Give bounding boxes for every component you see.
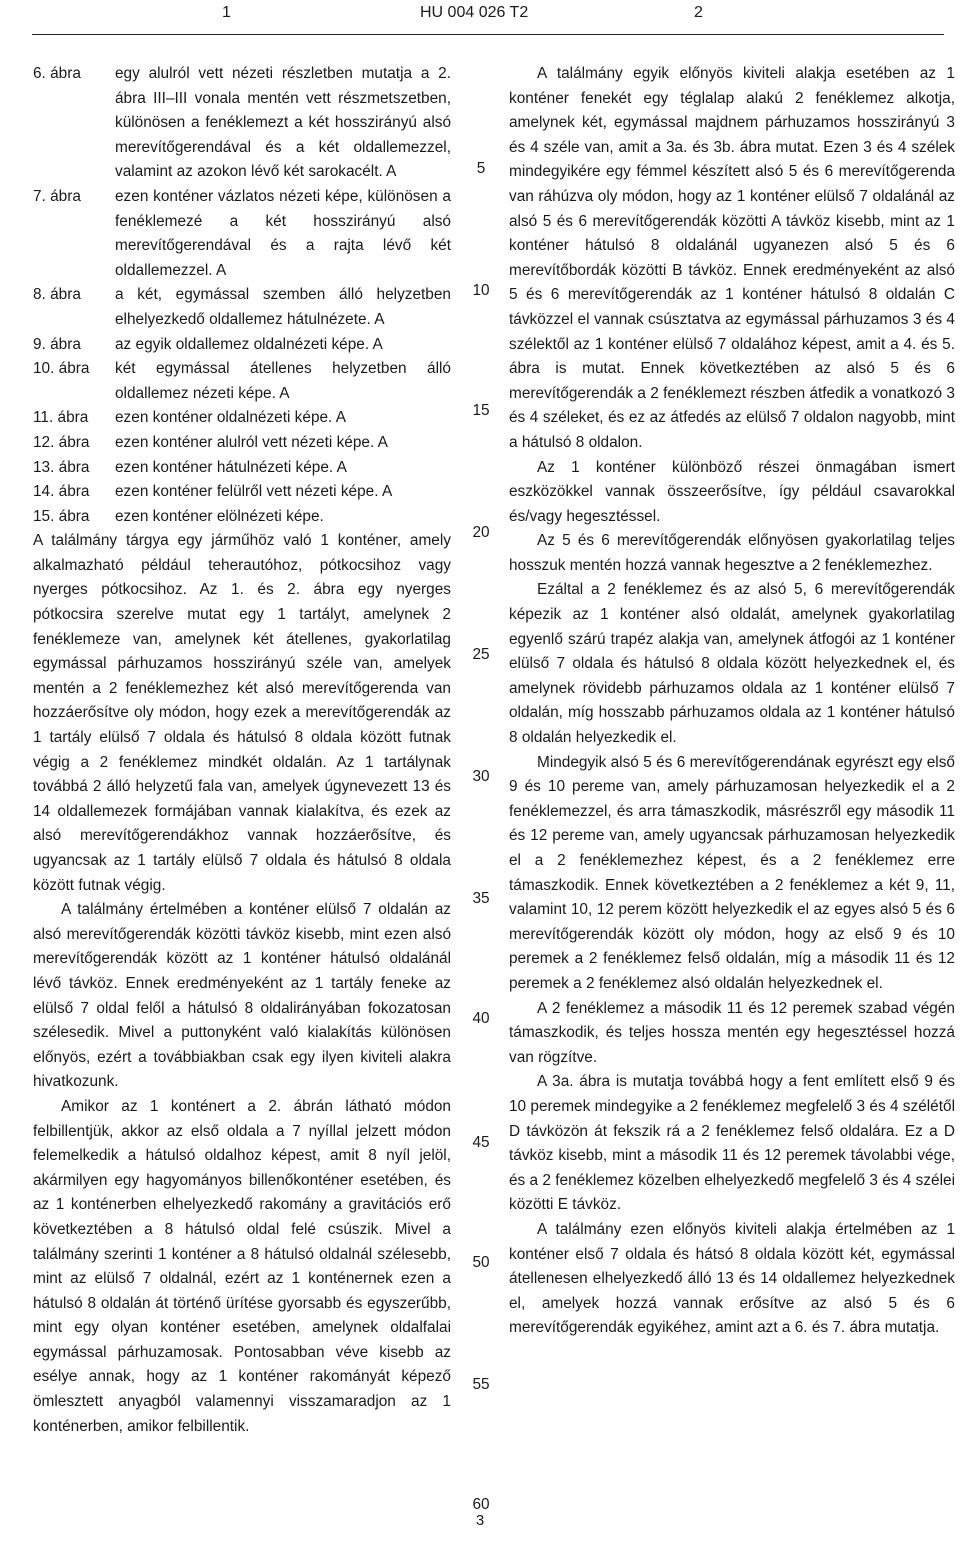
line-number: 15	[472, 402, 490, 419]
line-number: 25	[472, 646, 490, 663]
line-number: 60	[472, 1496, 490, 1513]
figure-item	[33, 406, 451, 431]
body-paragraph: A találmány ezen előnyös kiviteli alakja értelmében az 1 konténer első 7 oldala és hátsó 8 oldala között két, egymással átellenesen elhelyezkedő álló 13 és 14 oldallemez helyezkednek el, amelyek hozzá vannak erősítve az alsó 5 és 6 merevítőgerendák egyikéhez, amint azt a 6. és 7. ábra mutatja.	[509, 1220, 955, 1337]
page-header	[0, 4, 960, 26]
figure-item	[33, 480, 451, 505]
figure-item	[33, 283, 451, 332]
header-rule	[32, 34, 944, 35]
line-number: 45	[472, 1134, 490, 1151]
figure-label: 9. ábra	[33, 335, 81, 353]
figure-label: 11. ábra	[33, 409, 89, 427]
figure-label: 15. ábra	[33, 507, 90, 525]
body-paragraph: A találmány tárgya egy járműhöz való 1 konténer, amely alkalmazható például teherautóhoz, pótkocsihoz vagy nyerges pótkocsihoz. Az 1. és 2. ábra egy nyerges pótkocsira szerelve mutat egy 1 tartályt, amelynek 2 fenéklemeze van, amelynek két átellenes, gyakorlatilag egymással párhuzamos hosszirányú széle van, amelyek mentén a 2 fenéklemezhez két alsó merevítőgerenda van hozzáerősítve oly módon, hogy ezek a merevítőgerendák az 1 tartály elülső 7 oldala és hátulsó 8 oldala között futnak végig a 2 fenéklemez mindkét oldalán. Az 1 tartálynak továbbá 2 álló helyzetű fala van, amelyek úgynevezett 13 és 14 oldallemezek formájában vannak kialakítva, és ezek az alsó merevítőgerendákhoz vannak hozzáerősítve, és ugyancsak az 1 tartály elülső 7 oldala és hátulsó 8 oldala között futnak végig.	[33, 532, 451, 894]
body-paragraph: Amikor az 1 konténert a 2. ábrán látható módon felbillentjük, akkor az első oldala a 7 nyíllal jelzett módon felemelkedik a hátulsó oldalhoz képest, amit 8 nyíl jelöl, akármilyen egy hagyományos billenőkonténer esetében, és az 1 konténerben elhelyezkedő rakomány a gravitációs erő következtében a 8 hátulsó oldal felé csúszik. Mivel a találmány szerinti 1 konténer a 8 hátulsó oldalnál szélesebb, mint az elülső 7 oldalnál, ezért az 1 konténernek ezen a hátulsó 8 oldalán át történő ürítése gyorsabb és egyszerűbb, mint egy olyan konténer esetében, amelynek oldalfalai egymással párhuzamosak. Pontosabban véve kisebb az esélye annak, hogy az 1 konténer rakományát képező ömlesztett anyagból valamennyi visszamaradjon az 1 konténerben, amikor felbillentik.	[33, 1097, 451, 1435]
left-column	[33, 62, 451, 1439]
figure-description: ezen konténer alulról vett nézeti képe. A	[115, 433, 388, 451]
body-paragraph: A találmány értelmében a konténer elülső 7 oldalán az alsó merevítőgerendák közötti távköz kisebb, mint ezen alsó merevítőgerendák között az 1 konténer hátulsó oldalánál lévő távköz. Ennek eredményeként az 1 tartály feneke az elülső 7 oldal felől a hátulsó 8 oldalirányában fokozatosan szélesedik. Mivel a puttonyként való kialakítás különösen előnyös, ezért a továbbiakban csak egy ilyen kiviteli alakra hivatkozunk.	[33, 901, 451, 1091]
figure-item	[33, 333, 451, 358]
line-number: 5	[476, 160, 486, 177]
right-page-number: 2	[694, 4, 703, 21]
line-number: 30	[472, 768, 490, 785]
figure-label: 8. ábra	[33, 286, 81, 304]
figure-description: a két, egymással szemben álló helyzetben elhelyezkedő oldallemez hátulnézete. A	[115, 286, 451, 328]
body-paragraph: A találmány egyik előnyös kiviteli alakja esetében az 1 konténer fenekét egy téglalap alakú 2 fenéklemez alkotja, amelynek két, egymással majdnem párhuzamos hosszirányú 3 és 4 széle van, amit a 3a. és 3b. ábra mutat. Ezen 3 és 4 szélek mindegyikére egy fémmel készített alsó 5 és 6 merevítőgerenda van ráhúzva oly módon, hogy az 1 konténer elülső 7 oldalánál az alsó 5 és 6 merevítőgerendák közötti A távköz kisebb, mint az 1 konténer hátulsó 8 oldalánál ugyanezen alsó 5 és 6 merevítőbordák közötti B távköz. Ennek eredményeként az alsó 5 és 6 merevítőgerendák az 1 konténer hátulsó 8 oldalán C távközzel el vannak csúsztatva az egymással párhuzamos 3 és 4 szélektől az 1 konténer elülső 7 oldalához képest, amit a 4. és 5. ábra is mutat. Ennek következtében az alsó 5 és 6 merevítőgerendák a 2 fenéklemezt részben átfedik a vonatkozó 3 és 4 széleket, és ez az átfedés az elülső 7 oldalon nagyobb, mint a hátulsó 8 oldalon.	[509, 65, 955, 451]
figure-label: 6. ábra	[33, 65, 81, 82]
body-paragraph: A 2 fenéklemez a második 11 és 12 peremek szabad végén támaszkodik, és teljes hossza mentén egy hegesztéssel hozzá van rögzítve.	[509, 999, 955, 1066]
body-paragraph: Az 1 konténer különböző részei önmagában ismert eszközökkel vannak összeerősítve, így például csavarokkal és/vagy hegesztéssel.	[509, 458, 955, 525]
figure-label: 7. ábra	[33, 187, 81, 205]
line-number: 20	[472, 524, 490, 541]
figure-item	[33, 185, 451, 283]
figure-item	[33, 456, 451, 481]
figure-description: ezen konténer vázlatos nézeti képe, különösen a fenéklemezé a két hosszirányú alsó merevítőgerendával és a rajta lévő két oldallemezzel. A	[115, 187, 451, 279]
right-column	[509, 62, 955, 1341]
figure-item	[33, 431, 451, 456]
figure-description: az egyik oldallemez oldalnézeti képe. A	[115, 335, 383, 353]
page-number: 3	[475, 1512, 485, 1529]
figure-description: ezen konténer felülről vett nézeti képe. A	[115, 483, 393, 501]
figure-label: 12. ábra	[33, 433, 90, 451]
figure-item	[33, 62, 451, 185]
line-number: 10	[472, 282, 490, 299]
line-number: 55	[472, 1376, 490, 1393]
line-number: 40	[472, 1010, 490, 1027]
body-paragraph: Ezáltal a 2 fenéklemez és az alsó 5, 6 merevítőgerendák képezik az 1 konténer alsó oldalát, amelynek gyakorlatilag egyenlő szárú trapéz alakja van, amelynek átfogói az 1 konténer elülső 7 oldala és hátulsó 8 oldala között helyezkednek el, és amelynek rövidebb párhuzamos oldala az 1 konténer elülső 7 oldalán, míg hosszabb párhuzamos oldala az 1 konténer hátulsó 8 oldalán helyezkedik el.	[509, 581, 955, 747]
figure-list	[33, 62, 451, 529]
left-page-number: 1	[222, 4, 231, 21]
figure-description: egy alulról vett nézeti részletben mutatja a 2. ábra III–III vonala mentén vett részmetszetben, különösen a fenéklemezt a két hosszirányú alsó merevítőgerendával és a két oldallemezzel, valamint az azokon lévő két sarokacélt. A	[115, 65, 451, 181]
figure-description: ezen konténer hátulnézeti képe. A	[115, 458, 347, 476]
body-paragraph: Az 5 és 6 merevítőgerendák előnyösen gyakorlatilag teljes hosszuk mentén hozzá vannak hegesztve a 2 fenéklemezhez.	[509, 532, 955, 574]
figure-label: 13. ábra	[33, 458, 90, 476]
figure-description: két egymással átellenes helyzetben álló oldallemez nézeti képe. A	[115, 360, 451, 402]
line-number: 35	[472, 890, 490, 907]
patent-id: HU 004 026 T2	[420, 4, 529, 21]
body-paragraph: A 3a. ábra is mutatja továbbá hogy a fent említett első 9 és 10 peremek mindegyike a 2 fenéklemez megfelelő 3 és 4 szélétől D távközön át fekszik rá a 2 fenéklemez felső oldalára. Ez a D távköz kisebb, mint a második 11 és 12 peremek távolabbi vége, és a 2 fenéklemez közelben elhelyezkedő megfelelő 3 és 4 szélei közötti E távköz.	[509, 1073, 955, 1214]
body-paragraph: Mindegyik alsó 5 és 6 merevítőgerendának egyrészt egy első 9 és 10 pereme van, amely párhuzamosan helyezkedik el a 2 fenéklemezzel, és arra támaszkodik, másrészről egy második 11 és 12 pereme van, amely ugyancsak párhuzamosan helyezkedik el a 2 fenéklemezhez képest, és a 2 fenéklemez erre támaszkodik. Ennek következtében a 2 fenéklemez a két 9, 11, valamint 10, 12 perem között helyezkedik el az egyes alsó 5 és 6 merevítőgerendák között oly módon, hogy az első 9 és 10 peremek a 2 fenéklemez felső oldalán, míg a második 11 és 12 peremek a 2 fenéklemez alsó oldalán helyezkednek el.	[509, 753, 955, 992]
figure-item	[33, 357, 451, 406]
figure-label: 14. ábra	[33, 483, 90, 501]
figure-label: 10. ábra	[33, 360, 90, 378]
figure-item	[33, 505, 451, 530]
line-number: 50	[472, 1254, 490, 1271]
figure-description: ezen konténer oldalnézeti képe. A	[115, 409, 347, 427]
figure-description: ezen konténer elölnézeti képe.	[115, 507, 324, 525]
